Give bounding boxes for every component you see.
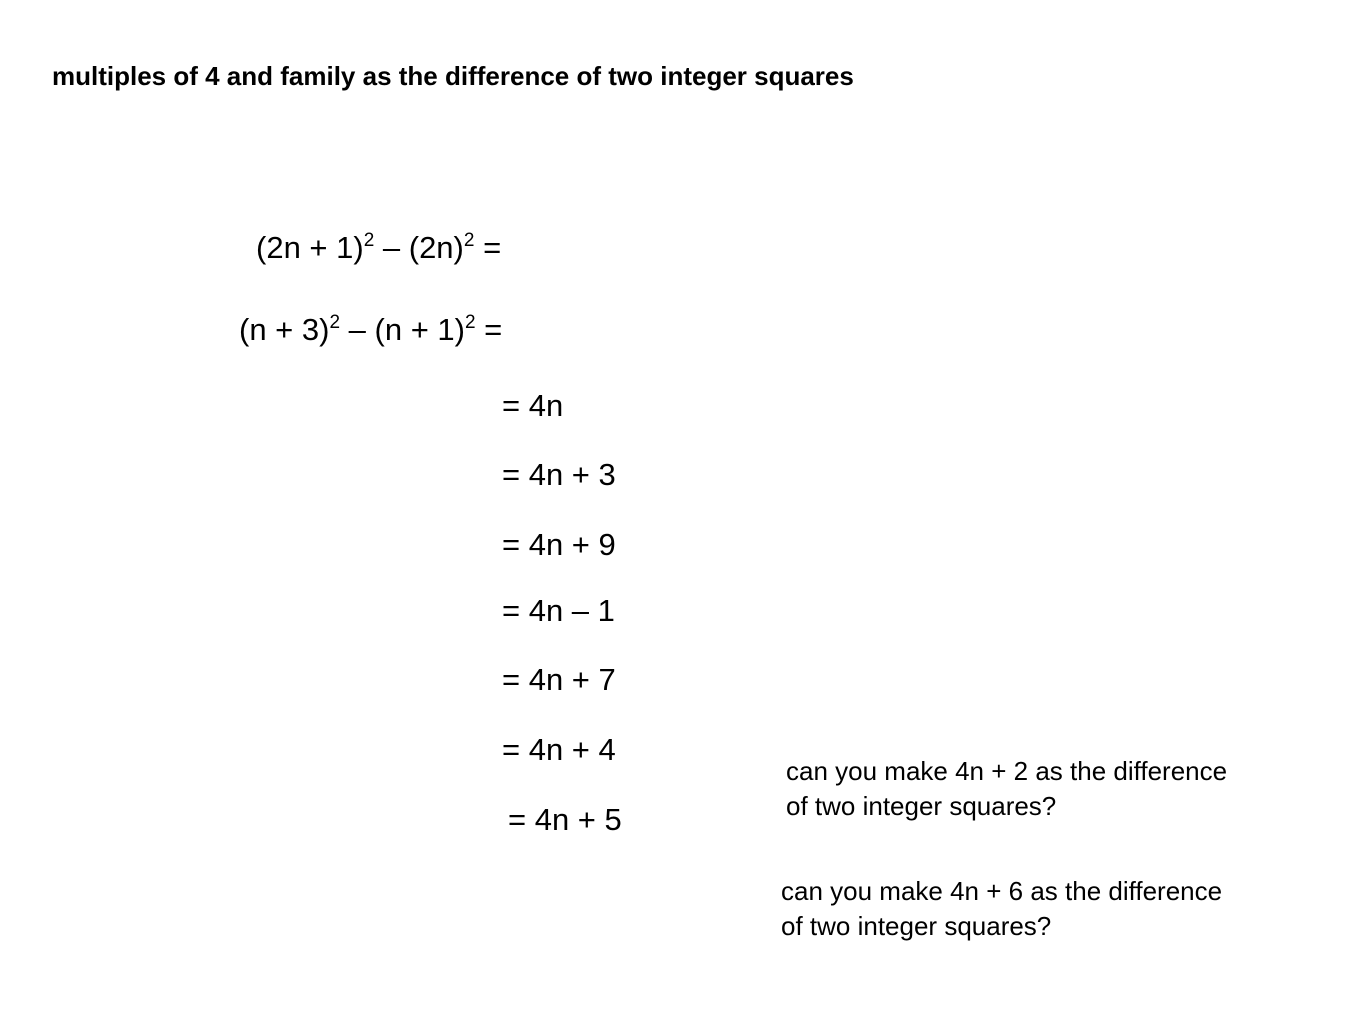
expression-term: (2n + 1) (256, 230, 364, 265)
result-item: = 4n + 9 (502, 527, 616, 562)
question-line: can you make 4n + 2 as the difference (786, 756, 1228, 786)
exponent: 2 (464, 312, 476, 333)
question-4n-plus-6 (781, 874, 1301, 944)
exponent: 2 (329, 312, 341, 333)
exponent: 2 (463, 230, 475, 251)
equals-sign: = (475, 312, 503, 347)
question-4n-plus-2 (786, 754, 1306, 824)
result-item: = 4n – 1 (502, 593, 615, 628)
result-item: = 4n + 7 (502, 662, 616, 697)
expression-offset-square-difference (239, 312, 502, 348)
expression-term: (n + 3) (239, 312, 330, 347)
result-item: = 4n + 4 (502, 732, 616, 767)
page-title: multiples of 4 and family as the difference of two integer squares (52, 61, 854, 91)
expression-odd-square-difference (256, 230, 501, 266)
expression-term: – (n + 1) (340, 312, 465, 347)
question-line: of two integer squares? (781, 911, 1052, 941)
equals-sign: = (474, 230, 502, 265)
result-item: = 4n + 5 (508, 802, 622, 837)
exponent: 2 (363, 230, 375, 251)
result-item: = 4n (502, 388, 564, 423)
question-line: can you make 4n + 6 as the difference (781, 876, 1223, 906)
question-line: of two integer squares? (786, 791, 1057, 821)
expression-term: – (2n) (374, 230, 464, 265)
result-item: = 4n + 3 (502, 457, 616, 492)
